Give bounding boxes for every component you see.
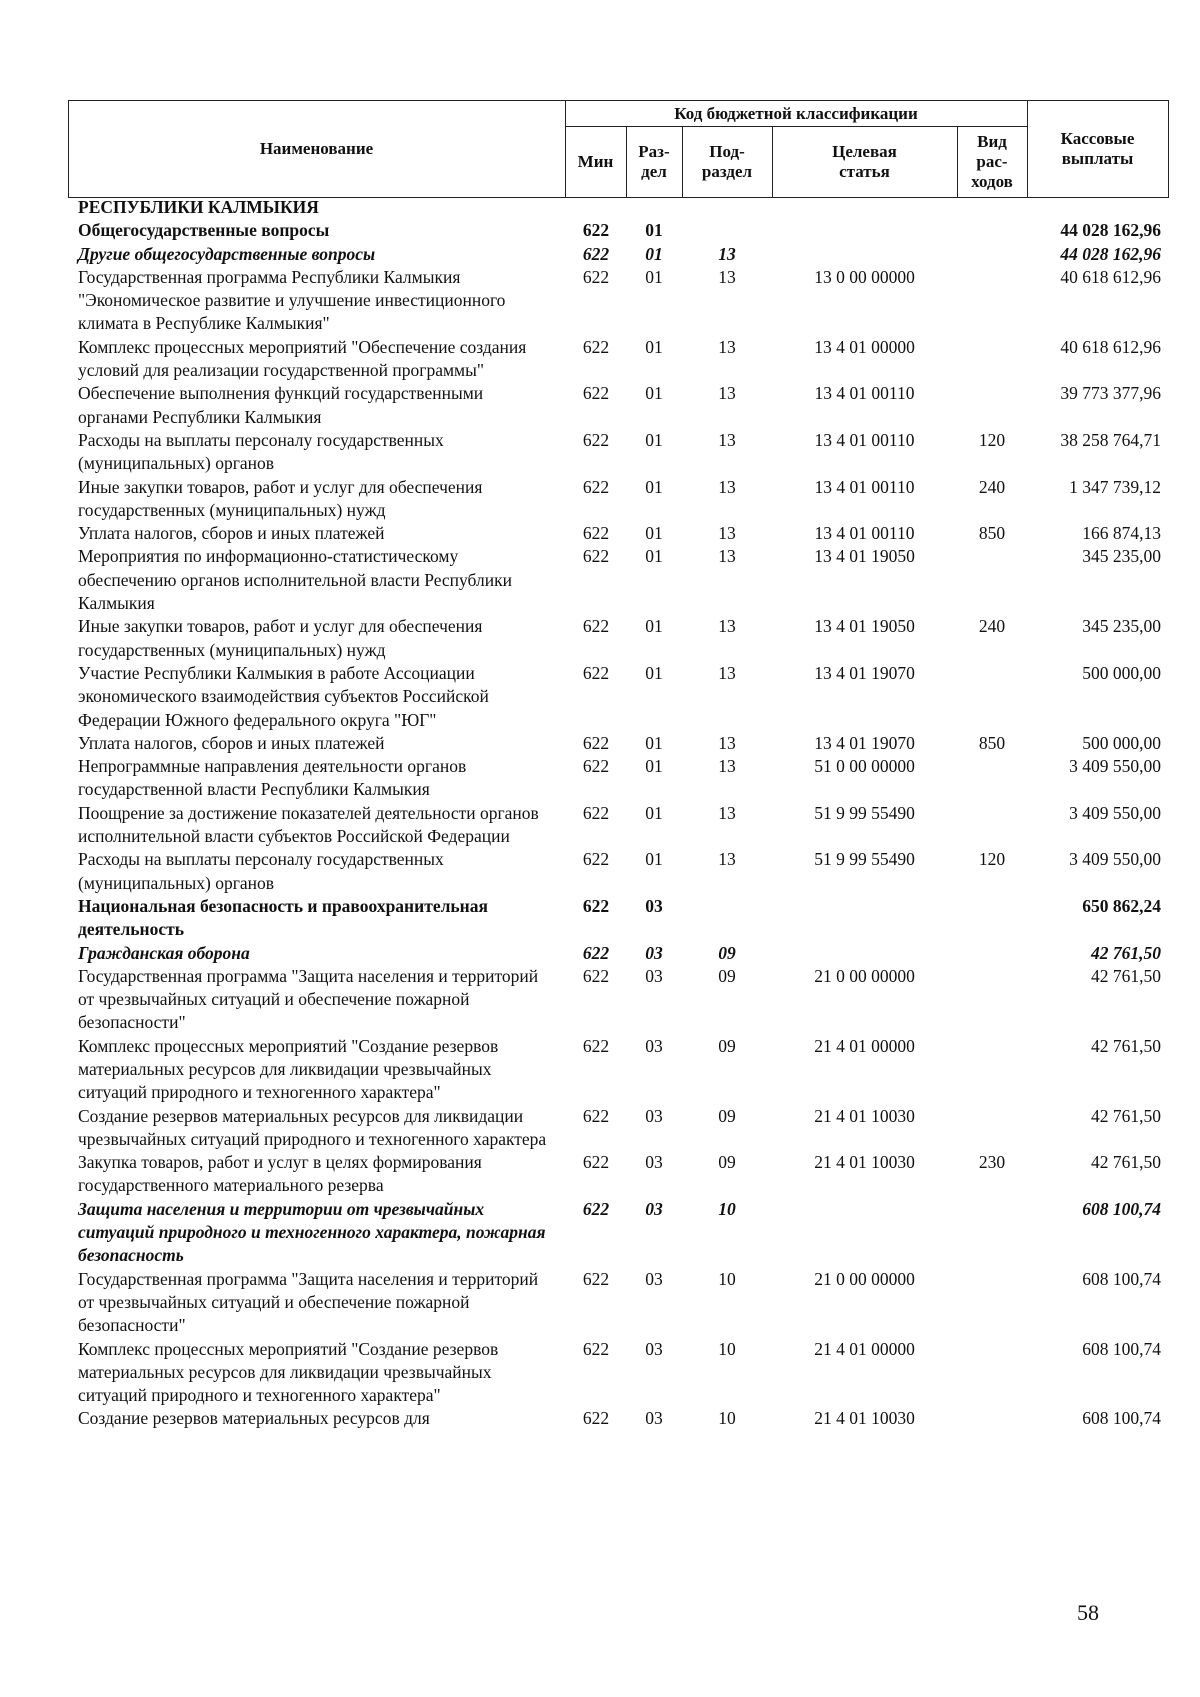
cell-min: 622 [582, 476, 610, 497]
cell-podrazdel: 13 [718, 662, 736, 683]
cell-razdel: 01 [645, 849, 663, 870]
table-row [68, 219, 1169, 242]
cell-sum: 608 100,74 [1082, 1198, 1161, 1219]
cell-razdel: 01 [645, 756, 663, 777]
cell-name: Национальная безопасность и правоохранительная деятельность [78, 895, 488, 940]
cell-razdel: 03 [645, 1338, 663, 1359]
cell-razdel: 01 [645, 243, 663, 264]
cell-podrazdel: 13 [718, 616, 736, 637]
table-row [68, 545, 1169, 615]
cell-name: Защита населения и территории от чрезвычайных ситуаций природного и техногенного характера, пожарная безопасность [78, 1198, 546, 1266]
cell-razdel: 03 [645, 1408, 663, 1429]
cell-podrazdel: 13 [718, 476, 736, 497]
cell-sum: 608 100,74 [1082, 1338, 1161, 1359]
cell-celevaya: 13 4 01 19050 [814, 616, 915, 637]
cell-min: 622 [582, 1338, 610, 1359]
cell-vid: 240 [978, 616, 1006, 637]
cell-celevaya: 21 4 01 10030 [814, 1105, 915, 1126]
cell-name: Комплекс процессных мероприятий "Создание резервов материальных ресурсов для ликвидации чрезвычайных ситуаций природного и техногенного характера" [78, 1035, 499, 1103]
table-row [68, 662, 1169, 732]
cell-podrazdel: 13 [718, 383, 736, 404]
cell-podrazdel: 10 [718, 1338, 736, 1359]
header-podrazdel: Под- раздел [701, 142, 753, 181]
cell-min: 622 [582, 546, 610, 567]
table-row [68, 755, 1169, 802]
cell-name: Мероприятия по информационно-статистическому обеспечению органов исполнительной власти Республики Калмыкия [78, 546, 512, 614]
cell-min: 622 [582, 1268, 610, 1289]
cell-sum: 39 773 377,96 [1060, 383, 1161, 404]
cell-podrazdel: 13 [718, 732, 736, 753]
cell-min: 622 [582, 895, 610, 916]
table-row [68, 429, 1169, 476]
cell-name: Расходы на выплаты персоналу государственных (муниципальных) органов [78, 849, 444, 893]
cell-min: 622 [582, 523, 610, 544]
cell-celevaya: 13 4 01 00110 [814, 476, 915, 497]
cell-celevaya: 13 4 01 00110 [814, 523, 915, 544]
cell-razdel: 01 [645, 220, 663, 241]
cell-celevaya: 13 4 01 19050 [814, 546, 915, 567]
cell-min: 622 [582, 942, 610, 963]
cell-podrazdel: 13 [718, 802, 736, 823]
cell-podrazdel: 13 [718, 243, 736, 264]
cell-name: Государственная программа "Защита населения и территорий от чрезвычайных ситуаций и обеспечение пожарной безопасности" [78, 965, 539, 1033]
cell-celevaya: 21 4 01 10030 [814, 1408, 915, 1429]
cell-vid: 850 [978, 523, 1006, 544]
cell-name: Комплекс процессных мероприятий "Обеспечение создания условий для реализации государственной программы" [78, 336, 527, 381]
cell-celevaya: 51 9 99 55490 [814, 849, 915, 870]
cell-name: Комплекс процессных мероприятий "Создание резервов материальных ресурсов для ликвидации чрезвычайных ситуаций природного и техногенного характера" [78, 1338, 499, 1406]
cell-podrazdel: 13 [718, 756, 736, 777]
cell-sum: 345 235,00 [1082, 546, 1161, 567]
cell-celevaya: 13 4 01 19070 [814, 662, 915, 683]
table-row [68, 522, 1169, 545]
cell-min: 622 [582, 1198, 610, 1219]
cell-name: Обеспечение выполнения функций государственными органами Республики Калмыкия [78, 383, 484, 427]
cell-vid: 120 [978, 849, 1006, 870]
cell-name: Иные закупки товаров, работ и услуг для обеспечения государственных (муниципальных) нужд [78, 616, 483, 660]
cell-celevaya: 13 0 00 00000 [814, 266, 915, 287]
cell-podrazdel: 10 [718, 1268, 736, 1289]
cell-sum: 166 874,13 [1082, 523, 1161, 544]
cell-podrazdel: 09 [718, 942, 736, 963]
cell-min: 622 [582, 1408, 610, 1429]
cell-sum: 40 618 612,96 [1060, 266, 1161, 287]
cell-celevaya: 21 4 01 00000 [814, 1338, 915, 1359]
cell-name: Создание резервов материальных ресурсов для [78, 1408, 430, 1429]
cell-name: Непрограммные направления деятельности органов государственной власти Республики Калмыкия [78, 756, 467, 800]
cell-razdel: 03 [645, 1198, 663, 1219]
cell-sum: 42 761,50 [1091, 1035, 1161, 1056]
cell-razdel: 01 [645, 429, 663, 450]
cell-name: Поощрение за достижение показателей деятельности органов исполнительной власти субъектов Российской Федерации [78, 802, 539, 847]
cell-name: Государственная программа "Защита населения и территорий от чрезвычайных ситуаций и обеспечение пожарной безопасности" [78, 1268, 539, 1336]
header-celevaya: Целевая статья [832, 142, 897, 181]
header-name: Наименование [259, 139, 374, 158]
cell-podrazdel: 13 [718, 523, 736, 544]
cell-min: 622 [582, 802, 610, 823]
cell-vid: 850 [978, 732, 1006, 753]
cell-razdel: 01 [645, 523, 663, 544]
cell-razdel: 01 [645, 383, 663, 404]
cell-celevaya: 21 4 01 10030 [814, 1152, 915, 1173]
cell-razdel: 03 [645, 895, 663, 916]
table-row [68, 1105, 1169, 1152]
cell-name: Уплата налогов, сборов и иных платежей [78, 523, 385, 544]
cell-sum: 500 000,00 [1082, 662, 1161, 683]
table-row [68, 476, 1169, 523]
cell-podrazdel: 09 [718, 965, 736, 986]
cell-podrazdel: 10 [718, 1198, 736, 1219]
table-row [68, 848, 1169, 895]
cell-razdel: 01 [645, 802, 663, 823]
cell-min: 622 [582, 965, 610, 986]
cell-min: 622 [582, 756, 610, 777]
cell-name: Участие Республики Калмыкия в работе Ассоциации экономического взаимодействия субъектов Российской Федерации Южного федерального округа "ЮГ" [78, 662, 489, 730]
cell-min: 622 [582, 220, 610, 241]
cell-podrazdel: 10 [718, 1408, 736, 1429]
cell-celevaya: 21 0 00 00000 [814, 965, 915, 986]
cell-name: Иные закупки товаров, работ и услуг для обеспечения государственных (муниципальных) нужд [78, 476, 483, 520]
cell-podrazdel: 09 [718, 1035, 736, 1056]
table-row [68, 382, 1169, 429]
cell-name: Гражданская оборона [78, 942, 250, 963]
cell-sum: 650 862,24 [1082, 895, 1161, 916]
cell-sum: 42 761,50 [1091, 965, 1161, 986]
cell-razdel: 03 [645, 1268, 663, 1289]
cell-celevaya: 13 4 01 00000 [814, 336, 915, 357]
table-body [68, 196, 1169, 1431]
cell-razdel: 03 [645, 1152, 663, 1173]
cell-sum: 1 347 739,12 [1069, 476, 1161, 497]
header-vid: Вид рас- ходов [971, 132, 1013, 191]
cell-name: Закупка товаров, работ и услуг в целях формирования государственного материального резерва [78, 1152, 482, 1196]
cell-razdel: 03 [645, 1105, 663, 1126]
table-row [68, 942, 1169, 965]
table-row [68, 895, 1169, 942]
cell-podrazdel: 13 [718, 336, 736, 357]
table-row [68, 196, 1169, 219]
cell-celevaya: 13 4 01 00110 [814, 429, 915, 450]
table-row [68, 1198, 1169, 1268]
cell-min: 622 [582, 849, 610, 870]
cell-celevaya: 51 0 00 00000 [814, 756, 915, 777]
cell-min: 622 [582, 336, 610, 357]
cell-min: 622 [582, 383, 610, 404]
cell-podrazdel: 09 [718, 1152, 736, 1173]
cell-vid: 230 [978, 1152, 1006, 1173]
cell-name: Общегосударственные вопросы [78, 220, 330, 241]
cell-name: Государственная программа Республики Калмыкия "Экономическое развитие и улучшение инвестиционного климата в Республике Калмыкия" [78, 266, 506, 334]
table-row [68, 802, 1169, 849]
table-row [68, 1407, 1169, 1430]
cell-min: 622 [582, 662, 610, 683]
cell-sum: 345 235,00 [1082, 616, 1161, 637]
header-code-group: Код бюджетной классификации [674, 103, 918, 123]
cell-razdel: 03 [645, 942, 663, 963]
cell-sum: 500 000,00 [1082, 732, 1161, 753]
cell-name: Расходы на выплаты персоналу государственных (муниципальных) органов [78, 429, 444, 474]
cell-name: Другие общегосударственные вопросы [78, 243, 376, 264]
cell-sum: 42 761,50 [1091, 942, 1161, 963]
cell-min: 622 [582, 266, 610, 287]
table-row [68, 336, 1169, 383]
cell-razdel: 01 [645, 336, 663, 357]
cell-celevaya: 51 9 99 55490 [814, 802, 915, 823]
cell-podrazdel: 13 [718, 429, 736, 450]
cell-celevaya: 13 4 01 00110 [814, 383, 915, 404]
header-min: Мин [577, 152, 614, 171]
table-header [68, 100, 1169, 198]
table-row [68, 243, 1169, 266]
cell-sum: 40 618 612,96 [1060, 336, 1161, 357]
cell-sum: 44 028 162,96 [1060, 220, 1161, 241]
cell-celevaya: 21 0 00 00000 [814, 1268, 915, 1289]
table-row [68, 965, 1169, 1035]
header-kassovye: Кассовые выплаты [1060, 129, 1135, 168]
cell-razdel: 01 [645, 266, 663, 287]
cell-min: 622 [582, 1105, 610, 1126]
cell-min: 622 [582, 732, 610, 753]
cell-sum: 3 409 550,00 [1069, 849, 1161, 870]
cell-sum: 3 409 550,00 [1069, 756, 1161, 777]
cell-min: 622 [582, 243, 610, 264]
header-razdel: Раз- дел [638, 142, 670, 181]
page-number: 58 [1077, 1600, 1099, 1625]
cell-name: Уплата налогов, сборов и иных платежей [78, 732, 385, 753]
cell-sum: 608 100,74 [1082, 1268, 1161, 1289]
cell-razdel: 01 [645, 546, 663, 567]
table-row [68, 615, 1169, 662]
cell-razdel: 03 [645, 965, 663, 986]
cell-podrazdel: 13 [718, 546, 736, 567]
cell-min: 622 [582, 429, 610, 450]
cell-name: РЕСПУБЛИКИ КАЛМЫКИЯ [78, 197, 319, 217]
cell-sum: 42 761,50 [1091, 1152, 1161, 1173]
cell-razdel: 03 [645, 1035, 663, 1056]
cell-sum: 38 258 764,71 [1060, 429, 1161, 450]
cell-vid: 240 [978, 476, 1006, 497]
cell-sum: 608 100,74 [1082, 1408, 1161, 1429]
cell-min: 622 [582, 1152, 610, 1173]
cell-celevaya: 21 4 01 00000 [814, 1035, 915, 1056]
cell-sum: 44 028 162,96 [1060, 243, 1161, 264]
cell-podrazdel: 13 [718, 849, 736, 870]
table-row [68, 1338, 1169, 1408]
table-row [68, 1035, 1169, 1105]
table-row [68, 266, 1169, 336]
cell-celevaya: 13 4 01 19070 [814, 732, 915, 753]
cell-min: 622 [582, 1035, 610, 1056]
cell-razdel: 01 [645, 662, 663, 683]
cell-name: Создание резервов материальных ресурсов для ликвидации чрезвычайных ситуаций природного и техногенного характера [78, 1105, 547, 1149]
cell-min: 622 [582, 616, 610, 637]
table-row [68, 732, 1169, 755]
cell-vid: 120 [978, 429, 1006, 450]
cell-razdel: 01 [645, 476, 663, 497]
cell-podrazdel: 09 [718, 1105, 736, 1126]
cell-razdel: 01 [645, 616, 663, 637]
table-row [68, 1151, 1169, 1198]
cell-razdel: 01 [645, 732, 663, 753]
cell-podrazdel: 13 [718, 266, 736, 287]
table-row [68, 1268, 1169, 1338]
cell-sum: 42 761,50 [1091, 1105, 1161, 1126]
cell-sum: 3 409 550,00 [1069, 802, 1161, 823]
